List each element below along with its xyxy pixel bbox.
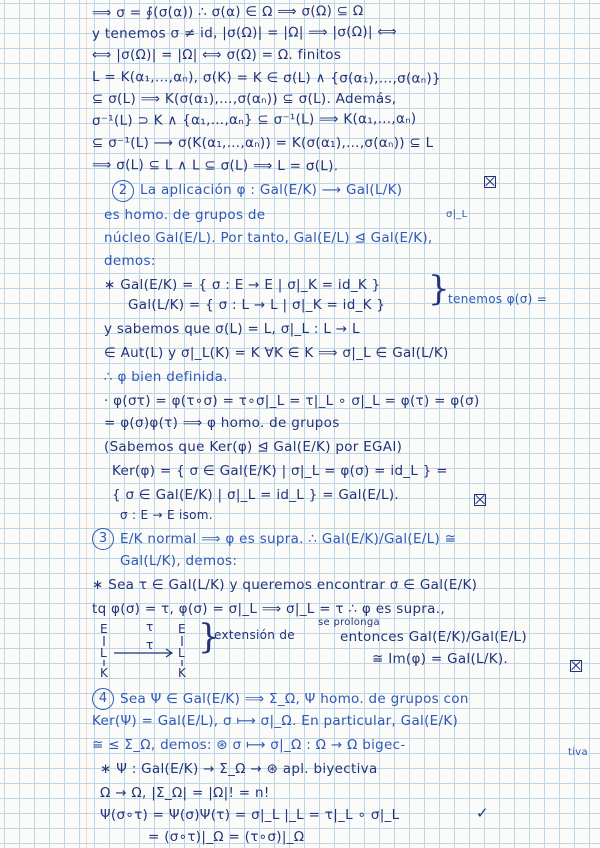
bijection-line: ∗ Ψ : Gal(E/K) → Σ_Ω → ⊛ apl. biyectiva xyxy=(100,761,378,777)
kernel-note: (Sabemos que Ker(φ) ⊴ Gal(E/K) por EGAI) xyxy=(104,439,403,455)
homomorphism-line-2: = φ(σ)φ(τ) ⟹ φ homo. de grupos xyxy=(104,415,340,431)
check-mark-icon: ✓ xyxy=(476,804,489,822)
proof-line-1: ⟹ σ = ∮(σ(α)) ∴ σ(α) ∈ Ω ⟹ σ(Ω) ⊆ Ω xyxy=(91,3,364,21)
gal-lk-definition: Gal(L/K) = { σ : L → L | σ|_K = id_K } xyxy=(128,297,386,313)
item-3-line-2: Gal(L/K), demos: xyxy=(120,553,238,569)
item-2-line-3: núcleo Gal(E/L). Por tanto, Gal(E/L) ⊴ Gal(E/K), xyxy=(104,230,433,246)
item-number-2: 2 xyxy=(112,180,134,202)
end-of-proof-mark xyxy=(474,494,486,506)
diagram-bottom-right: L xyxy=(178,646,185,660)
item-4-line-2: Ker(Ψ) = Gal(E/L), σ ⟼ σ|_Ω. En particular, Gal(E/K) xyxy=(92,713,459,729)
diagram-top-right: E xyxy=(178,622,186,636)
item-4-line-3: ≅ ≤ Σ_Ω, demos: ⊛ σ ⟼ σ|_Ω : Ω → Ω bigec- xyxy=(92,737,406,753)
item-2-heading: La aplicación φ : Gal(E/K) ⟶ Gal(L/K) xyxy=(140,182,403,198)
surjection-line-1: ∗ Sea τ ∈ Gal(L/K) y queremos encontrar σ ∈ Gal(E/K) xyxy=(92,577,478,593)
well-defined-line: ∴ φ bien definida. xyxy=(104,369,228,385)
brace: } xyxy=(428,269,450,309)
quotient-line: entonces Gal(E/K)/Gal(E/L) xyxy=(340,629,527,645)
side-note-tiva: tiva xyxy=(568,747,588,758)
proof-line-3: ⟺ |σ(Ω)| = |Ω| ⟺ σ(Ω) = Ω. finitos xyxy=(92,47,342,63)
cardinality-line: Ω → Ω, |Σ_Ω| = |Ω|! = n! xyxy=(100,785,270,801)
side-note-prolonga: se prolonga xyxy=(318,617,380,628)
surjection-line-2: tq φ(σ) = τ, φ(σ) = σ|_L ⟹ σ|_L = τ ∴ φ es supra., xyxy=(92,601,445,617)
composition-line-2: = (σ∘τ)|_Ω = (τ∘σ)|_Ω xyxy=(148,829,305,845)
gal-ek-definition: ∗ Gal(E/K) = { σ : E → E | σ|_K = id_K } xyxy=(104,277,381,293)
isom-note: σ : E → E isom. xyxy=(120,508,213,522)
item-number-4: 4 xyxy=(92,688,114,710)
item-2-line-2: es homo. de grupos de xyxy=(104,207,266,223)
diagram-bottom-tau: τ xyxy=(146,638,154,652)
diagram-top-left: E xyxy=(100,622,108,636)
proof-line-8: ⟹ σ(L) ⊆ L ∧ L ⊆ σ(L) ⟹ L = σ(L). xyxy=(91,157,339,175)
diagram-arrows xyxy=(100,620,210,678)
diagram-bottom-left: L xyxy=(100,646,107,660)
kernel-line-2: { σ ∈ Gal(E/K) | σ|_L = id_L } = Gal(E/L). xyxy=(112,487,400,503)
end-of-proof-mark xyxy=(484,176,496,188)
side-note-tenemos: tenemos φ(σ) = xyxy=(448,292,548,306)
item-3-heading: E/K normal ⟹ φ es supra. ∴ Gal(E/K)/Gal(E/L) ≅ xyxy=(120,531,457,547)
brace: } xyxy=(198,617,220,657)
proof-line-6: σ⁻¹(L) ⊃ K ∧ {α₁,…,αₙ} ⊆ σ⁻¹(L) ⟹ K(α₁,…,αₙ) xyxy=(91,110,417,129)
item-2-line-4: demos: xyxy=(104,253,156,269)
item-number-3: 3 xyxy=(92,528,114,550)
diagram-base-right: K xyxy=(178,666,187,680)
proof-line-7: ⊆ σ⁻¹(L) ⟶ σ(K(α₁,…,αₙ)) = K(σ(α₁),…,σ(αₙ)) ⊆ L xyxy=(92,135,434,151)
side-note-extension: extensión de xyxy=(214,628,295,642)
proof-line-2: y tenemos σ ≠ id, |σ(Ω)| = |Ω| ⟹ |σ(Ω)| ⟺ xyxy=(91,23,398,42)
composition-line-1: Ψ(σ∘τ) = Ψ(σ)Ψ(τ) = σ|_L |_L = τ|_L ∘ σ|_L xyxy=(100,807,400,823)
diagram-top-tau: τ xyxy=(146,620,154,634)
extension-diagram xyxy=(100,620,210,678)
proof-line-aut: ∈ Aut(L) y σ|_L(K) = K ∀K ∈ K ⟹ σ|_L ∈ Gal(L/K) xyxy=(104,345,449,361)
item-4-heading: Sea Ψ ∈ Gal(E/K) ⟹ Σ_Ω, Ψ homo. de grupos con xyxy=(120,691,469,707)
proof-line-4: L = K(α₁,…,αₙ), σ(K) = K ∈ σ(L) ∧ {σ(α₁),…,σ(αₙ)} xyxy=(91,69,441,87)
diagram-base-left: K xyxy=(100,666,109,680)
homomorphism-line-1: · φ(στ) = φ(τ∘σ) = τ∘σ|_L = τ|_L ∘ σ|_L = φ(τ) = φ(σ) xyxy=(104,393,480,409)
margin-line xyxy=(86,0,87,848)
proof-line-restriction: y sabemos que σ(L) = L, σ|_L : L → L xyxy=(104,321,360,337)
side-note-sigma-l: σ|_L xyxy=(446,209,468,220)
kernel-line-1: Ker(φ) = { σ ∈ Gal(E/K) | σ|_L = φ(σ) = id_L } = xyxy=(112,463,448,479)
proof-line-5: ⊆ σ(L) ⟹ K(σ(α₁),…,σ(αₙ)) ⊆ σ(L). Además, xyxy=(92,91,397,107)
end-of-proof-mark xyxy=(570,660,582,672)
image-line: ≅ Im(φ) = Gal(L/K). xyxy=(372,651,508,667)
